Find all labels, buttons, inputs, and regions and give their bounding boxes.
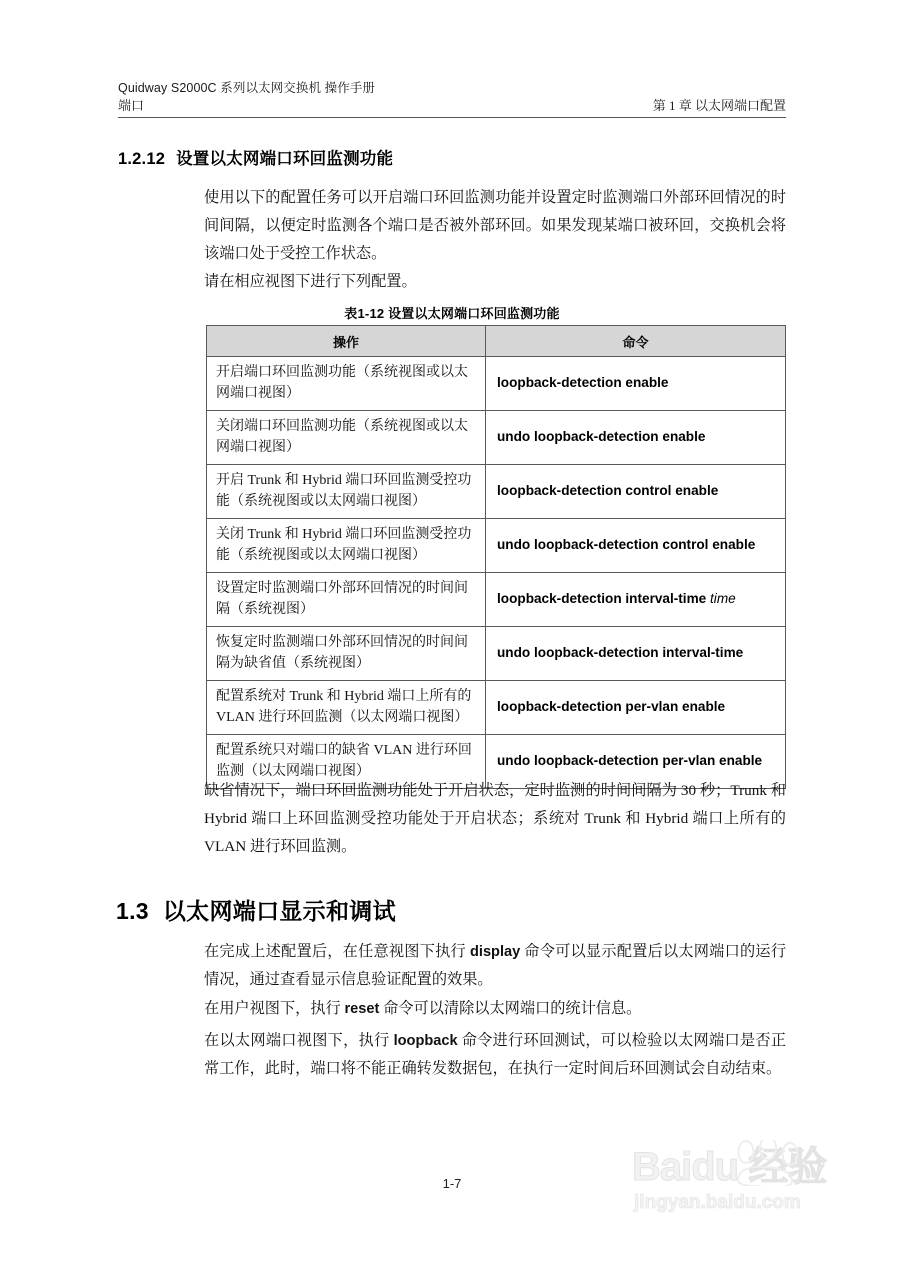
paragraph-display-prefix: 在完成上述配置后，在任意视图下执行 (204, 943, 470, 960)
heading-1-3-number: 1.3 (116, 898, 149, 924)
table-caption: 表1-12 设置以太网端口环回监测功能 (344, 306, 560, 321)
command-text: undo loopback-detection interval-time (497, 645, 744, 660)
paragraph-config-note: 请在相应视图下进行下列配置。 (204, 273, 417, 290)
table-cell-operation: 开启端口环回监测功能（系统视图或以太网端口视图） (207, 357, 486, 411)
table-row (207, 681, 786, 735)
table-cell-operation: 配置系统对 Trunk 和 Hybrid 端口上所有的 VLAN 进行环回监测（以太网端口视图） (207, 681, 486, 735)
watermark-main-text: Baidu 经验 (632, 1145, 827, 1189)
heading-1-3-title: 以太网端口显示和调试 (162, 898, 396, 924)
heading-1-3 (116, 893, 396, 926)
table-row (207, 465, 786, 519)
paragraph-loopback-suffix: 命令进行环回测试，可以检验以太网端口是否正常工作，此时，端口将不能正确转发数据包，在执行一定时间后环回测试会自动结束。 (204, 1032, 787, 1077)
paragraph-loopback-prefix: 在以太网端口视图下，执行 (204, 1032, 394, 1049)
inline-command-loopback: loopback (393, 1033, 458, 1049)
header-divider-rule (118, 117, 786, 118)
command-text: loopback-detection per-vlan enable (497, 699, 726, 714)
heading-1-2-12-title: 设置以太网端口环回监测功能 (176, 150, 394, 168)
paragraph-reset-suffix: 命令可以清除以太网端口的统计信息。 (379, 1000, 642, 1017)
table-cell-operation: 设置定时监测端口外部环回情况的时间间隔（系统视图） (207, 573, 486, 627)
paragraph-intro: 使用以下的配置任务可以开启端口环回监测功能并设置定时监测端口外部环回情况的时间间隔，以便定时监测各个端口是否被外部环回。如果发现某端口被环回，交换机会将该端口处于受控工作状态。 (204, 189, 786, 262)
table-cell-command (486, 681, 786, 735)
running-header (118, 80, 786, 118)
command-parameter: time (710, 591, 736, 606)
command-text: undo loopback-detection enable (497, 429, 706, 444)
inline-command-display: display (469, 944, 521, 960)
table-row (207, 573, 786, 627)
watermark-sub-text: jingyan.baidu.com (634, 1192, 801, 1213)
header-second-line (118, 97, 786, 117)
command-text: loopback-detection interval-time (497, 591, 707, 606)
paragraph-reset-command (204, 995, 786, 1023)
table-row (207, 519, 786, 573)
table-header-command: 命令 (486, 326, 786, 357)
table-cell-command (486, 573, 786, 627)
table-header-operation: 操作 (207, 326, 486, 357)
paragraph-loopback-command (204, 1027, 786, 1083)
command-text: loopback-detection control enable (497, 483, 719, 498)
paragraph-display-suffix: 命令可以显示配置后以太网端口的运行情况，通过查看显示信息验证配置的效果。 (204, 943, 787, 988)
paragraph-reset-prefix: 在用户视图下，执行 (204, 1000, 345, 1017)
table-cell-command (486, 411, 786, 465)
table-cell-operation: 配置系统只对端口的缺省 VLAN 进行环回监测（以太网端口视图） (207, 735, 486, 789)
table-cell-operation: 恢复定时监测端口外部环回情况的时间间隔为缺省值（系统视图） (207, 627, 486, 681)
table-cell-command (486, 357, 786, 411)
loopback-detection-command-table (206, 325, 786, 789)
table-row (207, 627, 786, 681)
page-number: 1-7 (442, 1176, 462, 1191)
header-chapter-label: 第 1 章 以太网端口配置 (652, 98, 786, 113)
table-cell-command (486, 519, 786, 573)
header-section-label: 端口 (118, 98, 145, 113)
table-cell-operation: 关闭端口环回监测功能（系统视图或以太网端口视图） (207, 411, 486, 465)
table-row (207, 357, 786, 411)
table-cell-command (486, 465, 786, 519)
paragraph-defaults: 缺省情况下，端口环回监测功能处于开启状态，定时监测的时间间隔为 30 秒；Trunk 和 Hybrid 端口上环回监测受控功能处于开启状态；系统对 Trunk 和 Hybrid 端口上所有的 VLAN 进行环回监测。 (204, 782, 786, 855)
inline-command-reset: reset (344, 1001, 380, 1017)
table-cell-operation: 开启 Trunk 和 Hybrid 端口环回监测受控功能（系统视图或以太网端口视图） (207, 465, 486, 519)
table-cell-operation: 关闭 Trunk 和 Hybrid 端口环回监测受控功能（系统视图或以太网端口视图） (207, 519, 486, 573)
command-text: undo loopback-detection control enable (497, 537, 756, 552)
heading-1-2-12 (118, 145, 393, 169)
header-product-line: Quidway S2000C 系列以太网交换机 操作手册 (118, 81, 376, 95)
table-cell-command (486, 627, 786, 681)
command-text: undo loopback-detection per-vlan enable (497, 753, 763, 768)
table-header-row (207, 326, 786, 357)
heading-1-2-12-number: 1.2.12 (118, 150, 166, 168)
command-text: loopback-detection enable (497, 375, 669, 390)
table-row (207, 411, 786, 465)
paragraph-display-command (204, 938, 786, 994)
baidu-watermark (632, 1144, 884, 1248)
